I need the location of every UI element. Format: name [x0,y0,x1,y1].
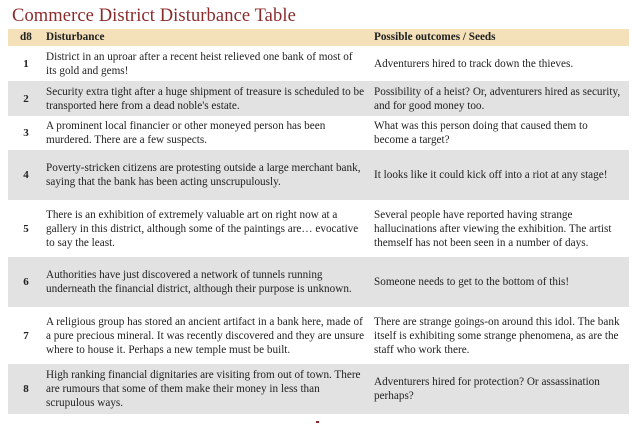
table-row [8,116,629,150]
disturbance-table [8,29,629,414]
row-outcome: There are strange goings-on around this idol. The bank itself is exhibiting some strange phenomena, as are the staff who work there. [374,315,620,356]
header-disturbance: Disturbance [46,31,105,43]
table-row [8,364,629,414]
row-disturbance: Security extra tight after a huge shipment of treasure is scheduled to be transported here from a dead noble's estate. [46,85,365,112]
table-header [8,29,629,46]
row-outcome: Several people have reported having strange hallucinations after viewing the exhibition. The artist themself has not been seen in a number of days. [374,208,612,249]
row-disturbance: A prominent local financier or other moneyed person has been murdered. There are a few suspects. [46,120,326,146]
table-row [8,46,629,81]
header-outcomes: Possible outcomes / Seeds [374,31,496,43]
row-outcome: It looks like it could kick off into a riot at any stage! [374,169,608,181]
row-number: 2 [23,92,29,105]
row-disturbance: A religious group has stored an ancient artifact in a bank here, made of a pure precious mineral. It was recently discovered and they are unsure where to house it. Perhaps a new temple must be built. [46,315,365,356]
table-row [8,81,629,116]
row-outcome: Adventurers hired to track down the thieves. [374,57,574,70]
header-d8: d8 [20,31,32,43]
row-disturbance: Authorities have just discovered a network of tunnels running underneath the financial district, although their purpose is unknown. [46,269,352,295]
row-number: 8 [23,383,29,395]
table-row [8,200,629,257]
page-end-ornament [316,421,319,423]
row-disturbance: District in an uproar after a recent heist relieved one bank of most of its gold and gems! [46,50,353,77]
row-outcome: Someone needs to get to the bottom of this! [374,276,570,288]
row-disturbance: Poverty-stricken citizens are protesting outside a large merchant bank, saying that the bank has been acting unscrupulously. [46,162,361,188]
row-number: 1 [23,57,29,70]
header-row [8,29,629,46]
row-number: 4 [23,169,29,181]
table-row [8,307,629,364]
row-number: 3 [23,127,29,139]
row-number: 5 [23,222,29,235]
row-outcome: Adventurers hired for protection? Or assassination perhaps? [374,376,600,402]
table-row [8,257,629,307]
row-number: 6 [23,276,29,288]
row-disturbance: High ranking financial dignitaries are visiting from out of town. There are rumours that some of them make their money in less than scrupulous ways. [46,369,361,409]
row-outcome: Possibility of a heist? Or, adventurers hired as security, and for good money too. [374,85,621,112]
row-disturbance: There is an exhibition of extremely valuable art on right now at a gallery in this district, although some of the paintings are… evocative to say the least. [46,208,359,249]
table-body [8,46,629,414]
page-title: Commerce District Disturbance Table [12,6,296,26]
row-outcome: What was this person doing that caused them to become a target? [374,120,588,146]
table-row [8,150,629,200]
row-number: 7 [23,329,29,342]
